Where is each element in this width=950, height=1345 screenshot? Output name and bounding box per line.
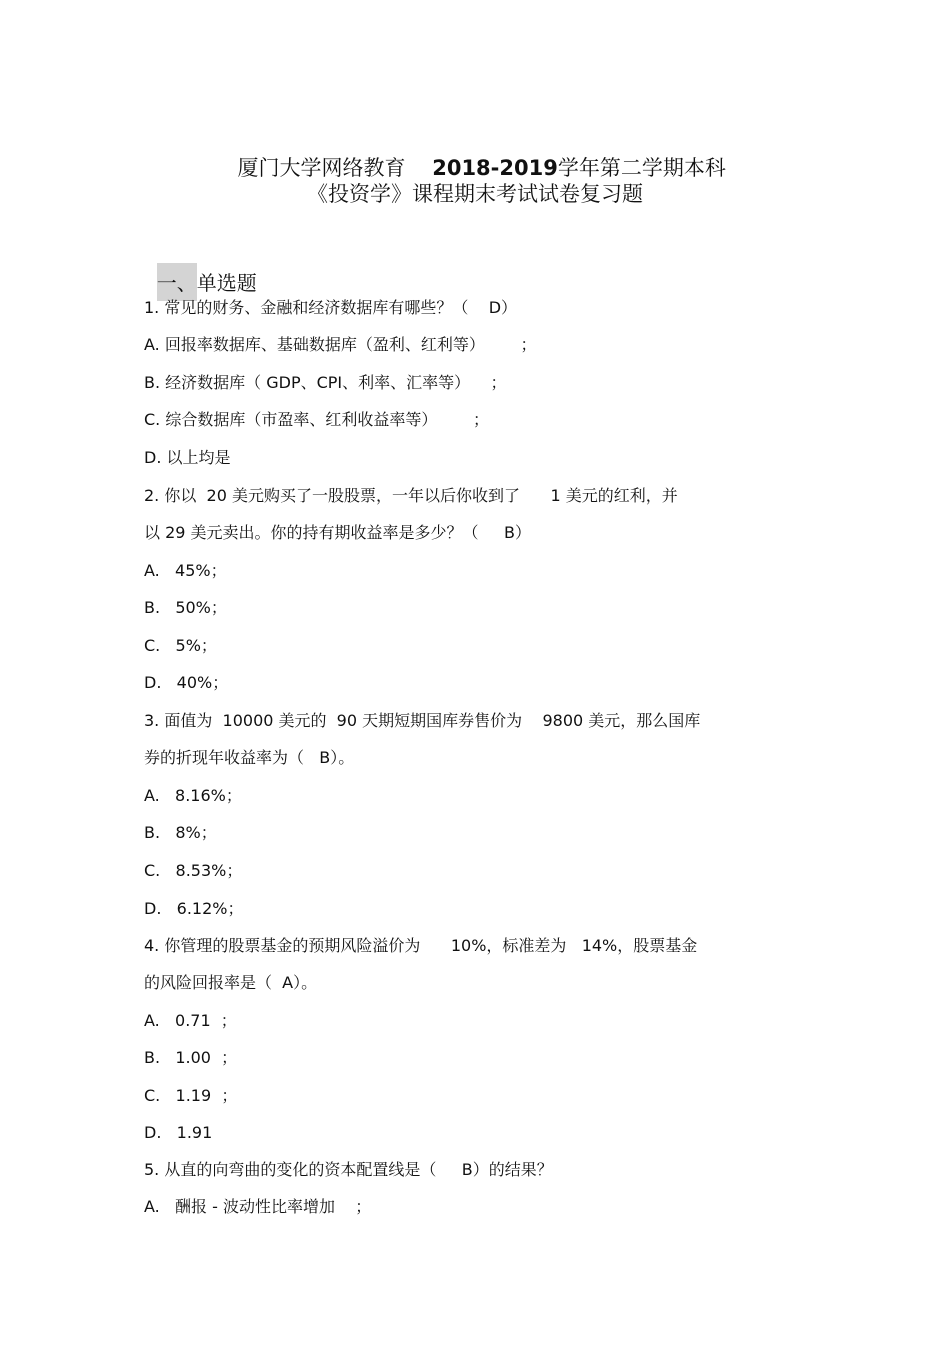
question-line: 2. 你以 20 美元购买了一股股票，一年以后你收到了 1 美元的红利，并 [144,486,678,505]
question-line: C. 1.19 ； [144,1086,238,1105]
question-line: D. 以上均是 [144,448,231,467]
question-line: D. 6.12%； [144,899,244,918]
question-line: A. 45%； [144,561,227,580]
section-heading [144,243,257,296]
question-line: 4. 你管理的股票基金的预期风险溢价为 10%，标准差为 14%，股票基金 [144,936,698,955]
question-line: C. 5%； [144,636,217,655]
question-line: D. 1.91 [144,1123,213,1142]
title-term: 学年第二学期本科 [557,156,726,180]
question-line: B. 经济数据库（ GDP、CPI、利率、汇率等） ； [144,373,507,392]
question-line: 3. 面值为 10000 美元的 90 天期短期国库券售价为 9800 美元，那么国库 [144,711,701,730]
question-line: B. 50%； [144,598,227,617]
question-line: 券的折现年收益率为（ B）。 [144,748,355,767]
question-line: 1. 常见的财务、金融和经济数据库有哪些？（ D） [144,298,518,317]
title-institution: 厦门大学网络教育 [237,156,406,180]
exam-title-line-2: 《投资学》课程期末考试试卷复习题 [307,182,643,206]
question-line: D. 40%； [144,673,229,692]
exam-title-line-1 [0,128,950,182]
question-line: 的风险回报率是（ A）。 [144,973,318,992]
question-line: B. 8%； [144,823,217,842]
section-label: 单选题 [196,271,257,295]
question-line: 5. 从直的向弯曲的变化的资本配置线是（ B）的结果？ [144,1160,553,1179]
title-year: 2018-2019 [432,156,558,180]
question-line: A. 0.71 ； [144,1011,237,1030]
question-line: 以 29 美元卖出。你的持有期收益率是多少？（ B） [144,523,531,542]
question-line: A. 8.16%； [144,786,242,805]
question-line: C. 8.53%； [144,861,243,880]
question-line: A. 回报率数据库、基础数据库（盈利、红利等） ； [144,335,537,354]
question-line: C. 综合数据库（市盈率、红利收益率等） ； [144,410,489,429]
section-marker: 一、 [157,263,197,301]
question-line: B. 1.00 ； [144,1048,238,1067]
question-line: A. 酬报 - 波动性比率增加 ； [144,1197,372,1216]
